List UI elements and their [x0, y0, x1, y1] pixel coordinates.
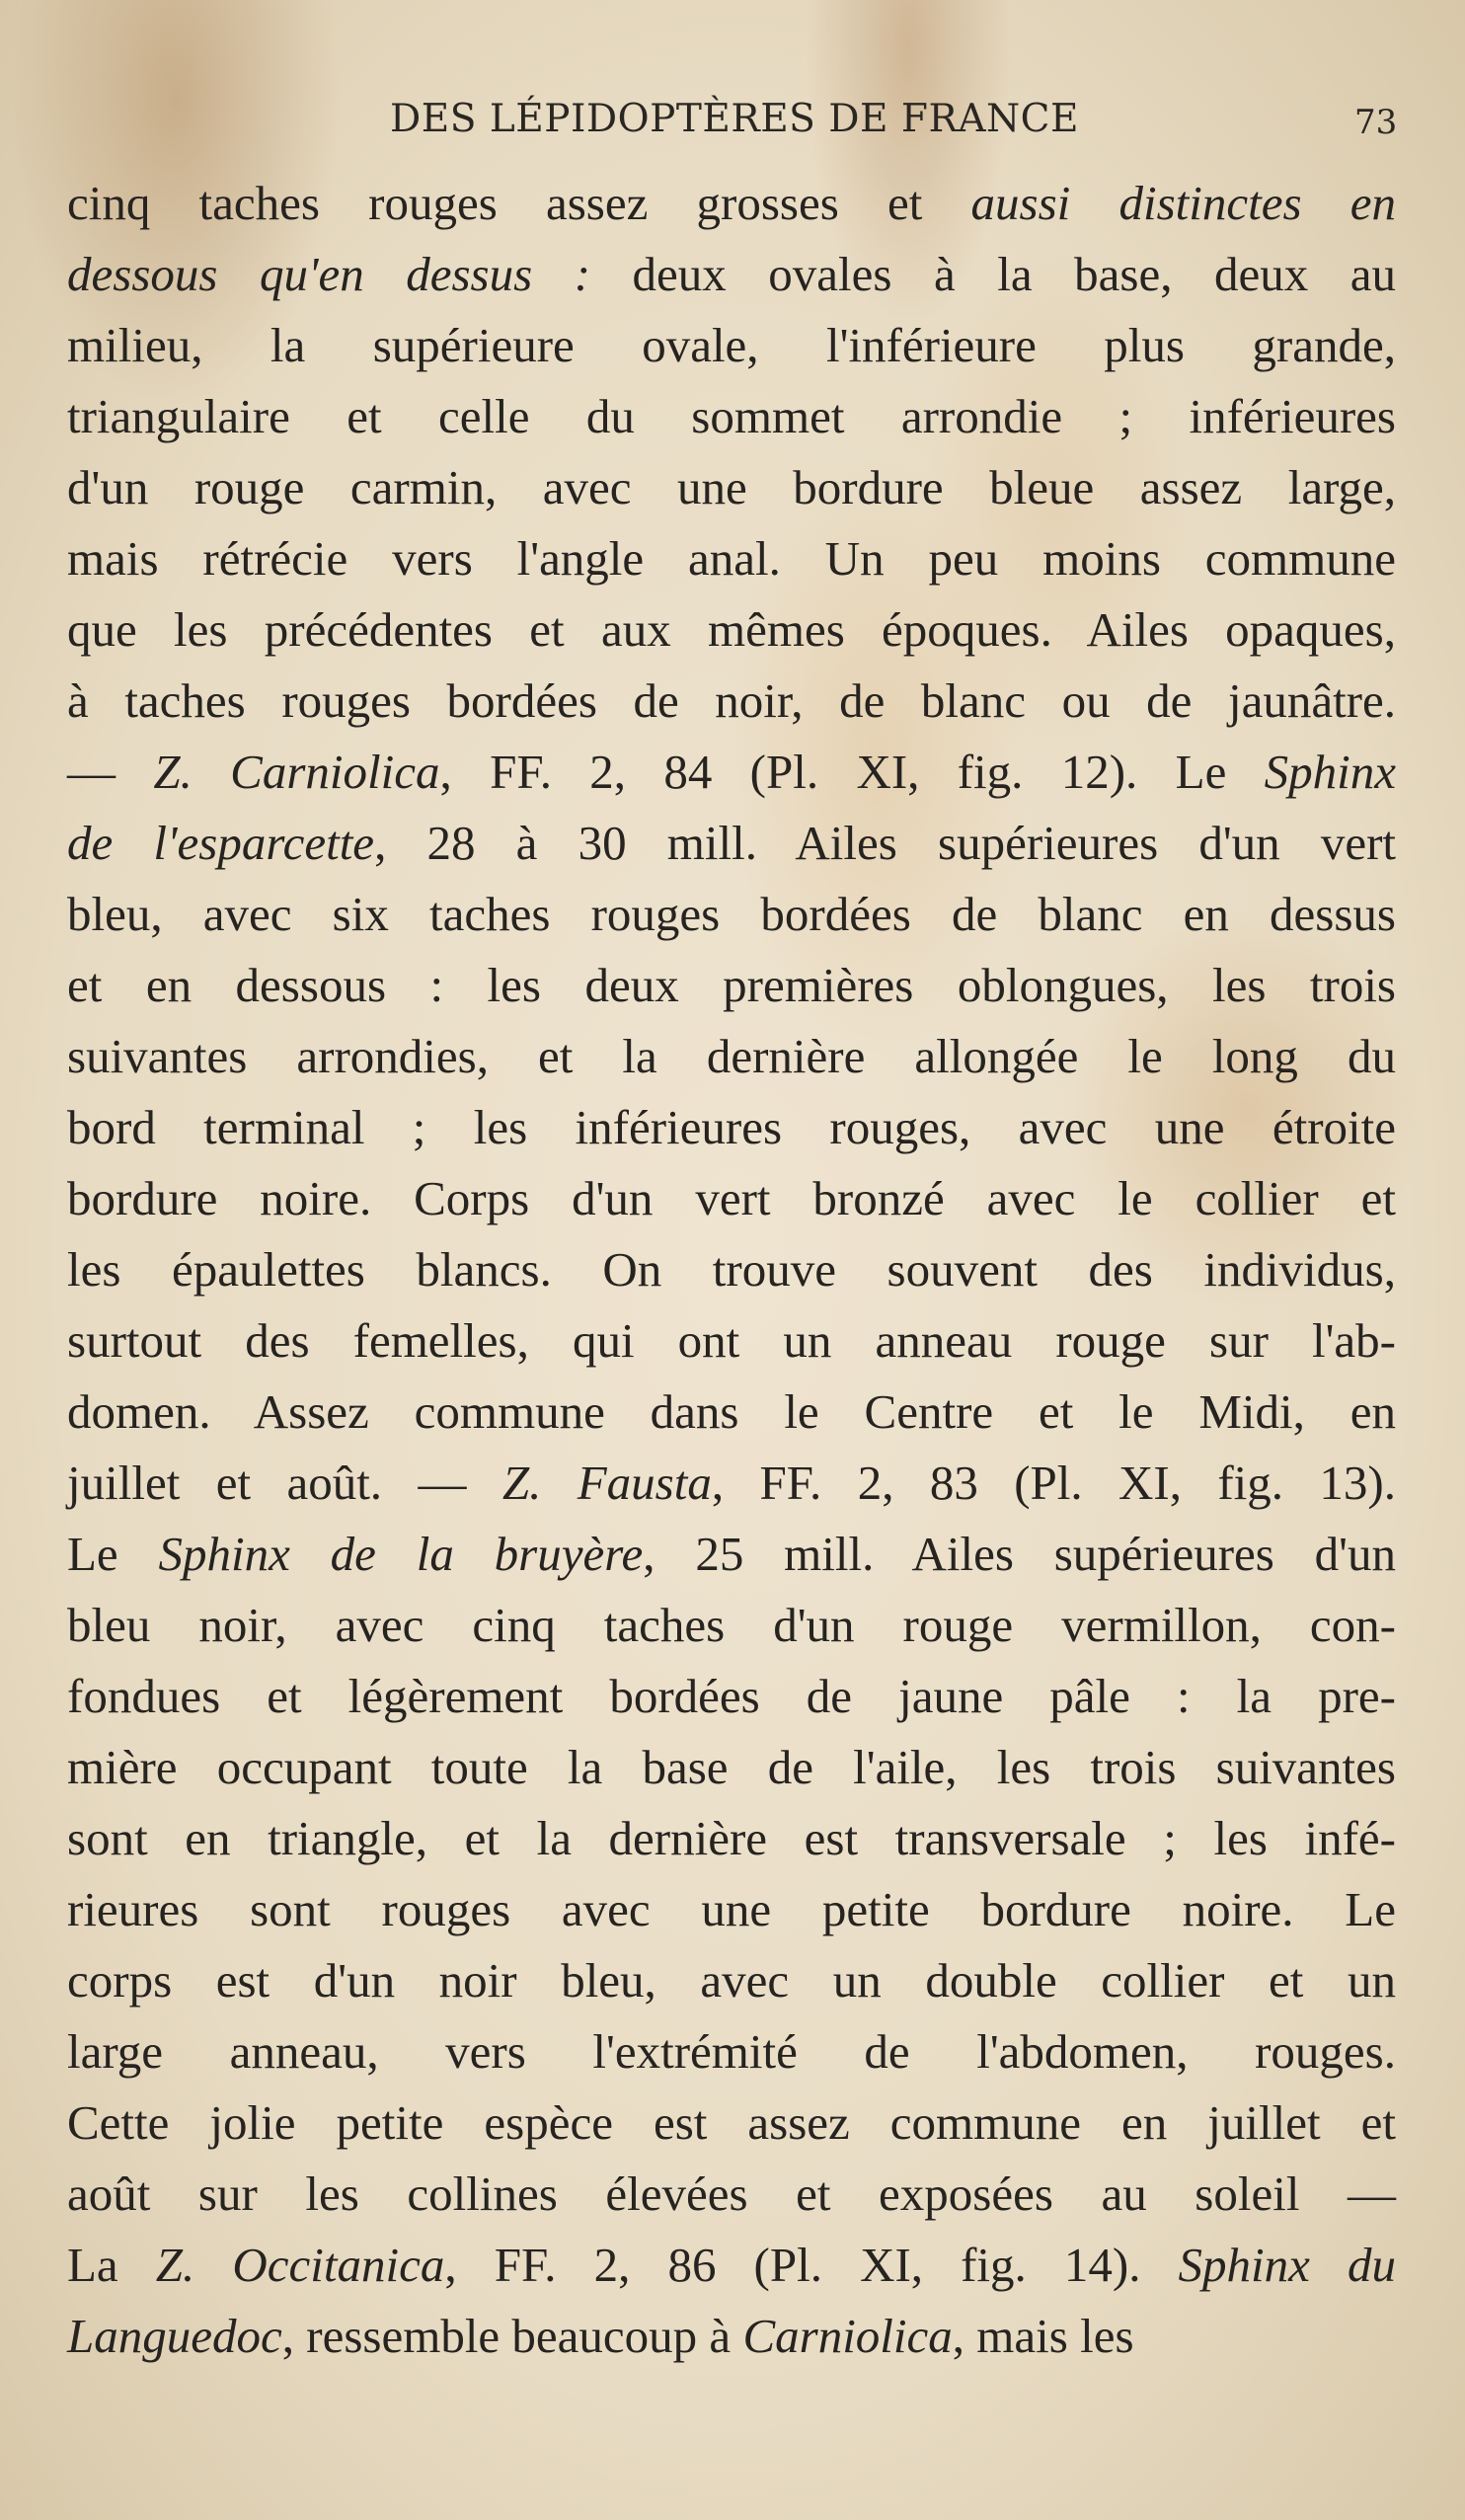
text-segment: bleu, avec six taches rouges bordées de blanc en dessus	[67, 887, 1396, 941]
text-segment: juillet et août. —	[67, 1456, 502, 1510]
text-segment: Cette jolie petite espèce est assez commune en juillet et	[67, 2095, 1396, 2150]
text-line	[67, 2301, 1396, 2372]
text-segment: fondues et légèrement bordées de jaune pâle : la pre-	[67, 1669, 1396, 1723]
page-number: 73	[1354, 103, 1398, 142]
italic-text-segment: Sphinx	[1264, 745, 1397, 799]
text-segment: corps est d'un noir bleu, avec un double collier et un	[67, 1953, 1396, 2008]
text-line	[67, 1661, 1396, 1732]
italic-text-segment: Z. Occitanica	[155, 2238, 445, 2292]
text-line	[67, 1732, 1396, 1803]
text-line	[67, 1305, 1396, 1377]
text-segment: triangulaire et celle du sommet arrondie ; inférieures	[67, 389, 1396, 443]
text-segment: les épaulettes blancs. On trouve souvent des individus,	[67, 1242, 1396, 1297]
text-segment: , FF. 2, 86 (Pl. XI, fig. 14).	[444, 2238, 1179, 2292]
italic-text-segment: de l'esparcette	[67, 816, 375, 870]
text-segment: surtout des femelles, qui ont un anneau rouge sur l'ab-	[67, 1313, 1396, 1368]
text-line	[67, 239, 1396, 310]
italic-text-segment: Sphinx de la bruyère	[158, 1527, 644, 1581]
text-segment: Le	[67, 1527, 159, 1581]
text-segment: à taches rouges bordées de noir, de blanc ou de jaunâtre.	[67, 673, 1396, 728]
text-line	[67, 1234, 1396, 1305]
italic-text-segment: Carniolica	[742, 2309, 953, 2363]
text-segment: bordure noire. Corps d'un vert bronzé avec le collier et	[67, 1171, 1396, 1225]
text-segment: d'un rouge carmin, avec une bordure bleue assez large,	[67, 460, 1396, 514]
text-segment: août sur les collines élevées et exposées au soleil —	[67, 2166, 1396, 2221]
text-line	[67, 594, 1396, 666]
text-segment: deux ovales à la base, deux au	[590, 247, 1396, 301]
text-line	[67, 1519, 1396, 1590]
text-segment: cinq taches rouges assez grosses et	[67, 176, 971, 230]
page-header	[0, 91, 1465, 150]
text-line	[67, 2159, 1396, 2230]
text-line	[67, 1803, 1396, 1874]
text-line	[67, 2016, 1396, 2087]
italic-text-segment: Languedoc	[67, 2309, 282, 2363]
text-segment: , FF. 2, 84 (Pl. XI, fig. 12). Le	[439, 745, 1265, 799]
text-line	[67, 1021, 1396, 1092]
italic-text-segment: Sphinx du	[1178, 2238, 1396, 2292]
text-line	[67, 2087, 1396, 2159]
text-segment: bleu noir, avec cinq taches d'un rouge vermillon, con-	[67, 1598, 1396, 1652]
text-segment: —	[67, 745, 154, 799]
text-line	[67, 1874, 1396, 1945]
text-segment: et en dessous : les deux premières oblongues, les trois	[67, 958, 1396, 1012]
body-text	[67, 168, 1396, 2372]
text-line	[67, 381, 1396, 452]
italic-text-segment: Z. Fausta	[501, 1456, 712, 1510]
text-line	[67, 1163, 1396, 1234]
text-line	[67, 950, 1396, 1021]
italic-text-segment: aussi distinctes en	[970, 176, 1396, 230]
text-segment: La	[67, 2238, 156, 2292]
text-line	[67, 1377, 1396, 1448]
text-segment: que les précédentes et aux mêmes époques. Ailes opaques,	[67, 602, 1396, 657]
italic-text-segment: dessous qu'en dessus :	[67, 247, 591, 301]
text-line	[67, 523, 1396, 594]
text-segment: bord terminal ; les inférieures rouges, avec une étroite	[67, 1100, 1396, 1154]
text-line	[67, 879, 1396, 950]
text-segment: , 28 à 30 mill. Ailes supérieures d'un vert	[374, 816, 1396, 870]
text-line	[67, 666, 1396, 737]
text-segment: domen. Assez commune dans le Centre et le Midi, en	[67, 1384, 1396, 1439]
text-segment: sont en triangle, et la dernière est transversale ; les infé-	[67, 1811, 1396, 1865]
text-line	[67, 2230, 1396, 2301]
text-line	[67, 1448, 1396, 1519]
text-segment: , mais les	[952, 2309, 1134, 2363]
text-line	[67, 1092, 1396, 1163]
text-line	[67, 168, 1396, 239]
text-segment: mière occupant toute la base de l'aile, les trois suivantes	[67, 1740, 1396, 1794]
text-segment: large anneau, vers l'extrémité de l'abdomen, rouges.	[67, 2024, 1396, 2079]
text-segment: , ressemble beaucoup à	[281, 2309, 743, 2363]
text-line	[67, 1590, 1396, 1661]
text-line	[67, 808, 1396, 879]
text-segment: milieu, la supérieure ovale, l'inférieure plus grande,	[67, 318, 1396, 372]
text-line	[67, 452, 1396, 523]
text-segment: , FF. 2, 83 (Pl. XI, fig. 13).	[711, 1456, 1396, 1510]
text-segment: mais rétrécie vers l'angle anal. Un peu moins commune	[67, 531, 1396, 586]
text-line	[67, 310, 1396, 381]
italic-text-segment: Z. Carniolica	[153, 745, 440, 799]
text-line	[67, 737, 1396, 808]
text-segment: , 25 mill. Ailes supérieures d'un	[643, 1527, 1396, 1581]
running-title: DES LÉPIDOPTÈRES DE FRANCE	[390, 97, 1079, 141]
text-segment: suivantes arrondies, et la dernière allongée le long du	[67, 1029, 1396, 1083]
text-segment: rieures sont rouges avec une petite bordure noire. Le	[67, 1882, 1396, 1936]
text-line	[67, 1945, 1396, 2016]
